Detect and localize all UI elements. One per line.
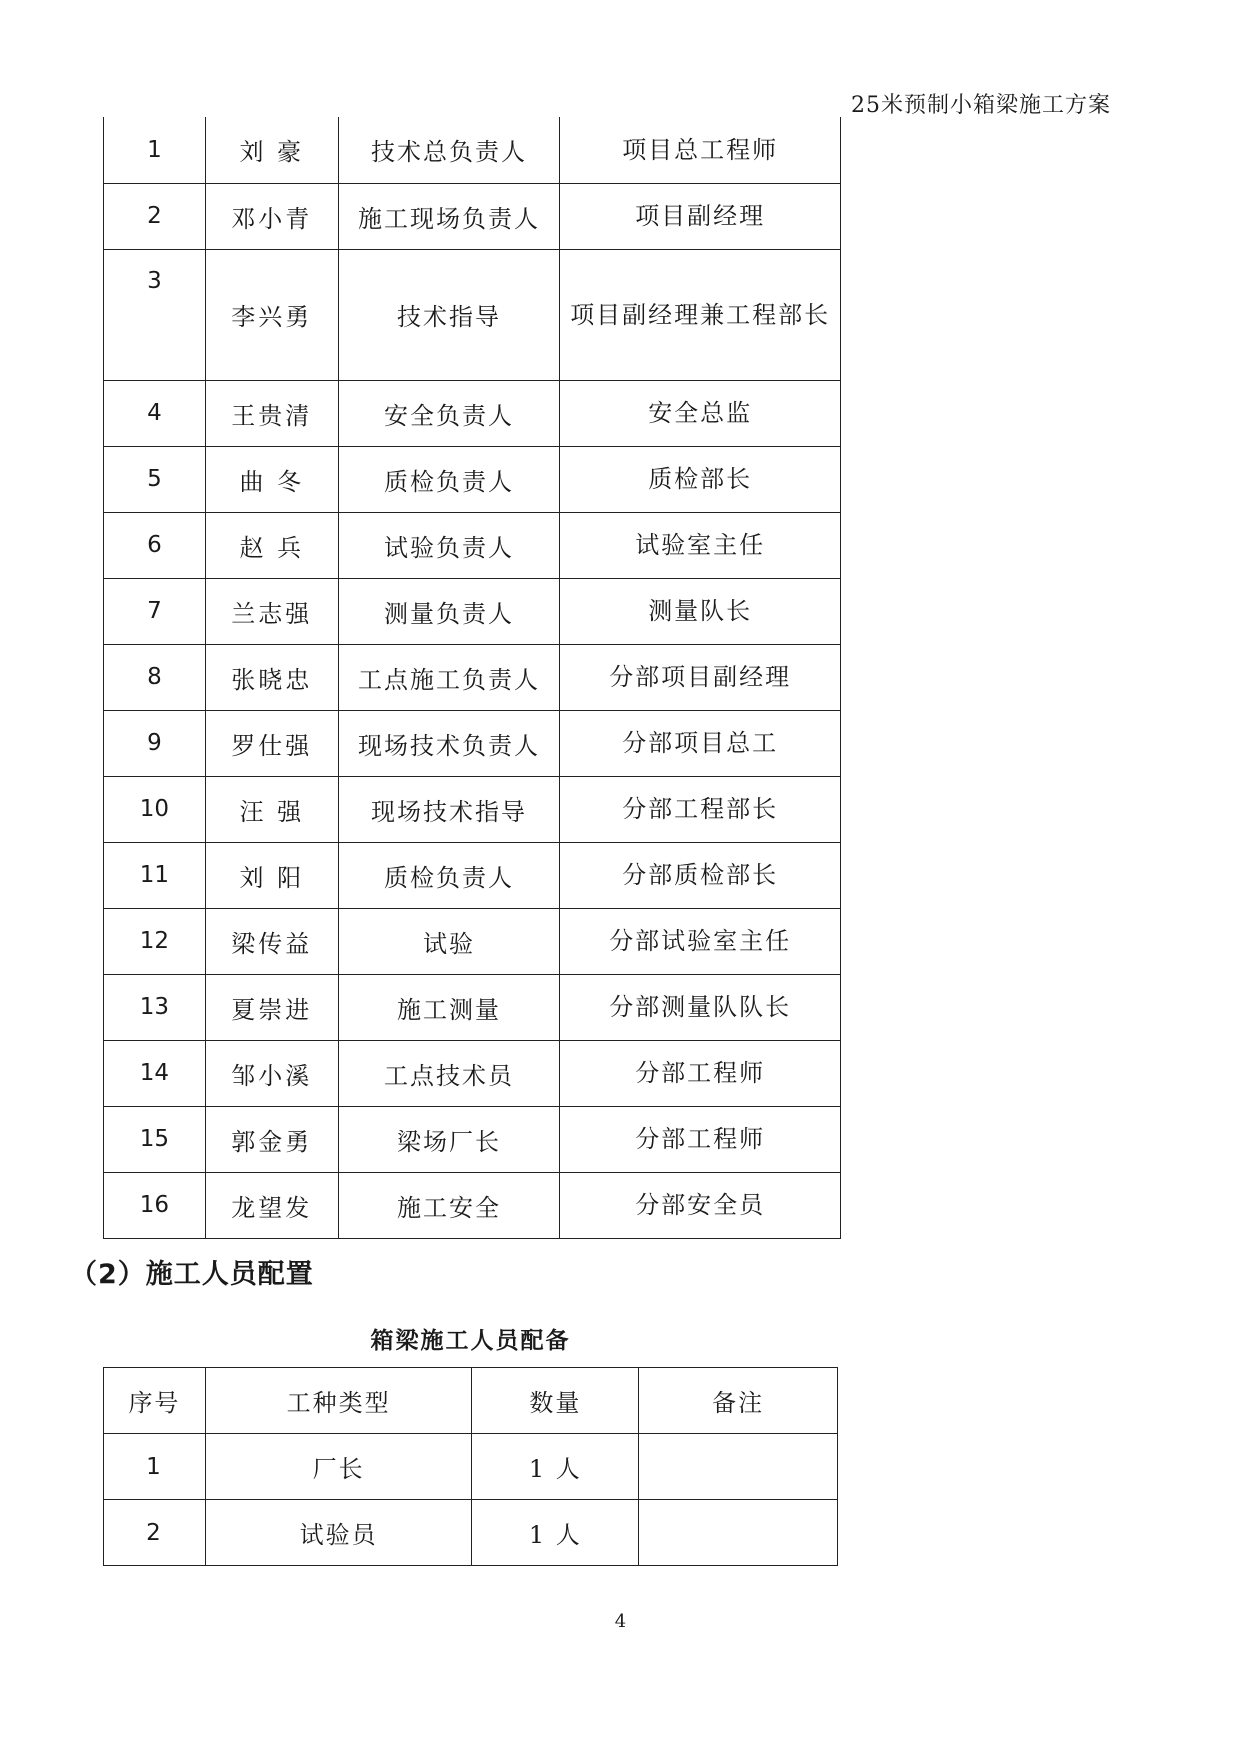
table-row	[104, 578, 841, 644]
row-number-cell: 3	[104, 249, 206, 380]
header-cell-no: 序号	[104, 1368, 206, 1434]
name-cell: 刘 豪	[205, 117, 338, 183]
position-cell: 质检部长	[560, 446, 841, 512]
worker-table-header-row	[104, 1368, 838, 1434]
row-number-cell: 8	[104, 644, 206, 710]
role-cell: 试验	[338, 908, 560, 974]
table-row	[104, 644, 841, 710]
role-cell: 测量负责人	[338, 578, 560, 644]
row-number-cell: 2	[104, 1500, 206, 1566]
name-cell: 张晓忠	[205, 644, 338, 710]
position-cell: 试验室主任	[560, 512, 841, 578]
name-cell: 梁传益	[205, 908, 338, 974]
table-row	[104, 1106, 841, 1172]
position-cell: 测量队长	[560, 578, 841, 644]
running-header: 25米预制小箱梁施工方案	[851, 93, 1111, 118]
staff-table-body	[104, 117, 841, 1238]
row-number-cell: 13	[104, 974, 206, 1040]
role-cell: 工点技术员	[338, 1040, 560, 1106]
role-cell: 质检负责人	[338, 842, 560, 908]
position-cell: 分部工程部长	[560, 776, 841, 842]
row-number-cell: 10	[104, 776, 206, 842]
role-cell: 技术总负责人	[338, 117, 560, 183]
role-cell: 梁场厂长	[338, 1106, 560, 1172]
table-row	[104, 249, 841, 380]
name-cell: 邓小青	[205, 183, 338, 249]
role-cell: 施工现场负责人	[338, 183, 560, 249]
role-cell: 施工安全	[338, 1172, 560, 1238]
table-row	[104, 183, 841, 249]
work-type-cell: 厂长	[205, 1434, 472, 1500]
row-number-cell: 7	[104, 578, 206, 644]
worker-table-body	[104, 1434, 838, 1566]
role-cell: 施工测量	[338, 974, 560, 1040]
row-number-cell: 6	[104, 512, 206, 578]
work-type-cell: 试验员	[205, 1500, 472, 1566]
row-number-cell: 11	[104, 842, 206, 908]
name-cell: 李兴勇	[205, 249, 338, 380]
management-staff-table	[103, 117, 841, 1239]
row-number-cell: 4	[104, 380, 206, 446]
table-row	[104, 1434, 838, 1500]
row-number-cell: 1	[104, 1434, 206, 1500]
name-cell: 兰志强	[205, 578, 338, 644]
row-number-cell: 2	[104, 183, 206, 249]
row-number-cell: 12	[104, 908, 206, 974]
position-cell: 项目总工程师	[560, 117, 841, 183]
table-row	[104, 1172, 841, 1238]
table-row	[104, 776, 841, 842]
section-heading: （2）施工人员配置	[70, 1259, 314, 1290]
name-cell: 赵 兵	[205, 512, 338, 578]
name-cell: 郭金勇	[205, 1106, 338, 1172]
position-cell: 分部安全员	[560, 1172, 841, 1238]
row-number-cell: 1	[104, 117, 206, 183]
table-row	[104, 380, 841, 446]
name-cell: 王贵清	[205, 380, 338, 446]
name-cell: 邹小溪	[205, 1040, 338, 1106]
row-number-cell: 14	[104, 1040, 206, 1106]
position-cell: 分部项目副经理	[560, 644, 841, 710]
position-cell: 分部项目总工	[560, 710, 841, 776]
name-cell: 汪 强	[205, 776, 338, 842]
table-row	[104, 1040, 841, 1106]
note-cell	[639, 1500, 838, 1566]
role-cell: 现场技术负责人	[338, 710, 560, 776]
table-row	[104, 974, 841, 1040]
page-number: 4	[614, 1611, 627, 1632]
role-cell: 现场技术指导	[338, 776, 560, 842]
quantity-cell: 1 人	[472, 1434, 639, 1500]
table-row	[104, 446, 841, 512]
row-number-cell: 9	[104, 710, 206, 776]
table-row	[104, 117, 841, 183]
worker-allocation-table	[103, 1367, 838, 1566]
role-cell: 安全负责人	[338, 380, 560, 446]
table-row	[104, 1500, 838, 1566]
worker-table-caption: 箱梁施工人员配备	[370, 1328, 571, 1354]
table-row	[104, 512, 841, 578]
name-cell: 刘 阳	[205, 842, 338, 908]
position-cell: 分部测量队队长	[560, 974, 841, 1040]
name-cell: 夏崇进	[205, 974, 338, 1040]
row-number-cell: 15	[104, 1106, 206, 1172]
role-cell: 技术指导	[338, 249, 560, 380]
position-cell: 项目副经理兼工程部长	[560, 249, 841, 380]
note-cell	[639, 1434, 838, 1500]
table-row	[104, 842, 841, 908]
name-cell: 罗仕强	[205, 710, 338, 776]
role-cell: 试验负责人	[338, 512, 560, 578]
row-number-cell: 5	[104, 446, 206, 512]
table-row	[104, 908, 841, 974]
position-cell: 分部质检部长	[560, 842, 841, 908]
header-cell-type: 工种类型	[205, 1368, 472, 1434]
role-cell: 质检负责人	[338, 446, 560, 512]
name-cell: 曲 冬	[205, 446, 338, 512]
name-cell: 龙望发	[205, 1172, 338, 1238]
role-cell: 工点施工负责人	[338, 644, 560, 710]
table-row	[104, 710, 841, 776]
position-cell: 分部工程师	[560, 1040, 841, 1106]
position-cell: 分部试验室主任	[560, 908, 841, 974]
header-cell-note: 备注	[639, 1368, 838, 1434]
position-cell: 项目副经理	[560, 183, 841, 249]
quantity-cell: 1 人	[472, 1500, 639, 1566]
position-cell: 安全总监	[560, 380, 841, 446]
row-number-cell: 16	[104, 1172, 206, 1238]
header-cell-qty: 数量	[472, 1368, 639, 1434]
position-cell: 分部工程师	[560, 1106, 841, 1172]
